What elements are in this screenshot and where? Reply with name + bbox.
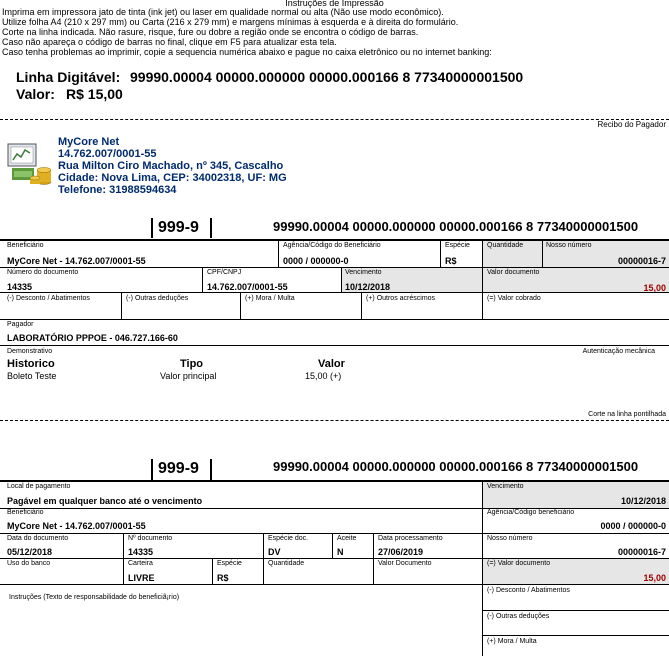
field-label: (+) Outros acréscimos: [366, 295, 436, 302]
field-label: Beneficiário: [7, 242, 44, 249]
linha-digitavel: 99990.00004 00000.000000 00000.000166 8 77340000001500: [273, 219, 639, 234]
instruction-line: Caso tenha problemas ao imprimir, copie a sequencia numérica abaixo e pague no caixa eletrônico ou no internet banking:: [2, 47, 492, 57]
instruction-line: Imprima em impressora jato de tinta (ink jet) ou laser em qualidade normal ou alta (Não use modo econômico).: [2, 7, 444, 17]
valor-header: Valor: [318, 358, 345, 370]
field-label: Vencimento: [345, 269, 382, 276]
field-label: Uso do banco: [7, 560, 51, 567]
local-value: Pagável em qualquer banco até o vencimento: [7, 496, 203, 506]
valor-item: 15,00 (+): [305, 371, 342, 381]
field-label: Agência/Código beneficiário: [487, 509, 575, 516]
field-label: Espécie: [217, 560, 242, 567]
slip-vencimento-value: 10/12/2018: [620, 496, 666, 506]
company-address: Rua Milton Ciro Machado, nº 345, Cascalho: [58, 160, 284, 172]
field-label: Aceite: [337, 535, 357, 542]
field-label: Beneficiário: [7, 509, 44, 516]
bank-code: 999-9: [158, 460, 199, 477]
divider: [0, 292, 669, 293]
cut-line: [0, 119, 669, 120]
field-label: Pagador: [7, 321, 34, 328]
especie-value: R$: [445, 256, 457, 266]
slip-agencia-value: 0000 / 000000-0: [600, 521, 666, 531]
pagador-value: LABORATÓRIO PPPOE - 046.727.166-60: [7, 333, 178, 343]
divider: [341, 267, 342, 292]
cut-line: [0, 420, 669, 421]
beneficiario-value: MyCore Net - 14.762.007/0001-55: [7, 256, 146, 266]
field-label: Agência/Código do Beneficiário: [283, 242, 381, 249]
bank-code: 999-9: [158, 219, 199, 236]
divider: [0, 533, 669, 534]
valor-doc-value: 15,00: [643, 283, 666, 293]
divider: [373, 558, 374, 584]
field-label: Data do documento: [7, 535, 69, 542]
divider: [123, 533, 124, 558]
field-label: (-) Outras deduções: [126, 295, 189, 302]
divider: [482, 240, 483, 267]
divider: [0, 345, 669, 346]
linha-digitavel: 99990.00004 00000.000000 00000.000166 8 77340000001500: [273, 459, 639, 474]
field-label: Espécie: [445, 242, 470, 249]
cpf-value: 14.762.007/0001-55: [207, 282, 288, 292]
divider: [0, 319, 669, 320]
divider: [240, 292, 241, 319]
field-label: (-) Desconto / Abatimentos: [7, 295, 90, 302]
field-label: Vencimento: [487, 483, 524, 490]
divider: [121, 292, 122, 319]
divider: [482, 610, 669, 611]
divider: [210, 218, 212, 238]
linha-digitavel-label: Linha Digitável:: [16, 69, 121, 85]
divider: [0, 584, 669, 585]
vencimento-value: 10/12/2018: [345, 282, 391, 292]
slip-nosso-numero-value: 00000016-7: [617, 547, 666, 557]
field-label: Quantidade: [487, 242, 524, 249]
field-label: Espécie doc.: [268, 535, 309, 542]
slip-valor-doc-value: 15,00: [643, 573, 666, 583]
divider: [373, 533, 374, 558]
divider: [482, 267, 483, 292]
field-label: (-) Desconto / Abatimentos: [487, 587, 570, 594]
divider: [263, 533, 264, 558]
divider: [212, 558, 213, 584]
divider: [0, 558, 669, 559]
slip-num-doc-value: 14335: [128, 547, 154, 557]
instruction-line: Utilize folha A4 (210 x 297 mm) ou Carta (216 x 279 mm) e margens mínimas à esquerda e à direita do formulário.: [2, 17, 459, 27]
field-label: Demonstrativo: [7, 348, 53, 355]
field-label: Autenticação mecânica: [582, 348, 655, 355]
num-doc-value: 14335: [7, 282, 33, 292]
divider: [210, 459, 212, 480]
historico-header: Historico: [7, 358, 55, 370]
aceite-value: N: [337, 547, 344, 557]
instructions-title: Instruções de Impressão: [285, 0, 384, 8]
field-label: (+) Mora / Multa: [245, 295, 295, 302]
tipo-value: Valor principal: [160, 371, 217, 381]
divider: [202, 267, 203, 292]
divider: [440, 240, 441, 267]
divider: [123, 558, 124, 584]
divider: [361, 292, 362, 319]
field-label: Data processamento: [378, 535, 443, 542]
divider: [263, 558, 264, 584]
company-city: Cidade: Nova Lima, CEP: 34002318, UF: MG: [58, 172, 287, 184]
field-label: (+) Mora / Multa: [487, 638, 537, 645]
field-label: Número do documento: [7, 269, 79, 276]
divider: [482, 292, 483, 319]
data-proc-value: 27/06/2019: [378, 547, 424, 557]
instruction-line: Corte na linha indicada. Não rasure, risque, fure ou dobre a região onde se encontra o código de barras.: [2, 27, 419, 37]
linha-digitavel-value: 99990.00004 00000.000000 00000.000166 8 77340000001500: [130, 69, 524, 85]
field-label: Quantidade: [268, 560, 305, 567]
nosso-numero-value: 00000016-7: [617, 256, 666, 266]
divider: [542, 240, 543, 267]
company-name: MyCore Net: [58, 136, 120, 148]
field-label: Valor Documento: [378, 560, 432, 567]
agencia-value: 0000 / 000000-0: [283, 256, 349, 266]
slip-especie-value: R$: [217, 573, 229, 583]
field-label: CPF/CNPJ: [207, 269, 242, 276]
recibo-label: Recibo do Pagador: [597, 120, 666, 129]
valor-value: R$ 15,00: [66, 86, 123, 102]
field-label: Local de pagamento: [7, 483, 71, 490]
field-label: Nº documento: [128, 535, 173, 542]
divider: [278, 240, 279, 267]
company-logo-icon: [6, 140, 52, 188]
field-label: Nosso número: [487, 535, 533, 542]
especie-doc-value: DV: [268, 547, 281, 557]
divider: [151, 459, 153, 480]
historico-value: Boleto Teste: [7, 371, 57, 381]
valor-label: Valor:: [16, 86, 55, 102]
carteira-value: LIVRE: [128, 573, 155, 583]
tipo-header: Tipo: [180, 358, 204, 370]
instrucoes-label: Instruções (Texto de responsabilidade do beneficiã¡rio): [9, 594, 180, 601]
company-cnpj: 14.762.007/0001-55: [58, 148, 157, 160]
field-label: (=) Valor cobrado: [487, 295, 541, 302]
data-doc-value: 05/12/2018: [7, 547, 53, 557]
divider: [151, 218, 153, 238]
field-label: Valor documento: [487, 269, 540, 276]
divider: [482, 635, 669, 636]
field-label: Nosso número: [546, 242, 592, 249]
divider: [332, 533, 333, 558]
field-label: Carteira: [128, 560, 153, 567]
field-label: (-) Outras deduções: [487, 613, 550, 620]
corte-label: Corte na linha pontilhada: [588, 411, 666, 418]
field-label: (=) Valor documento: [487, 560, 551, 567]
instruction-line: Caso não apareça o código de barras no final, clique em F5 para atualizar esta tela.: [2, 37, 337, 47]
slip-beneficiario-value: MyCore Net - 14.762.007/0001-55: [7, 521, 146, 531]
company-phone: Telefone: 31988594634: [58, 184, 177, 196]
